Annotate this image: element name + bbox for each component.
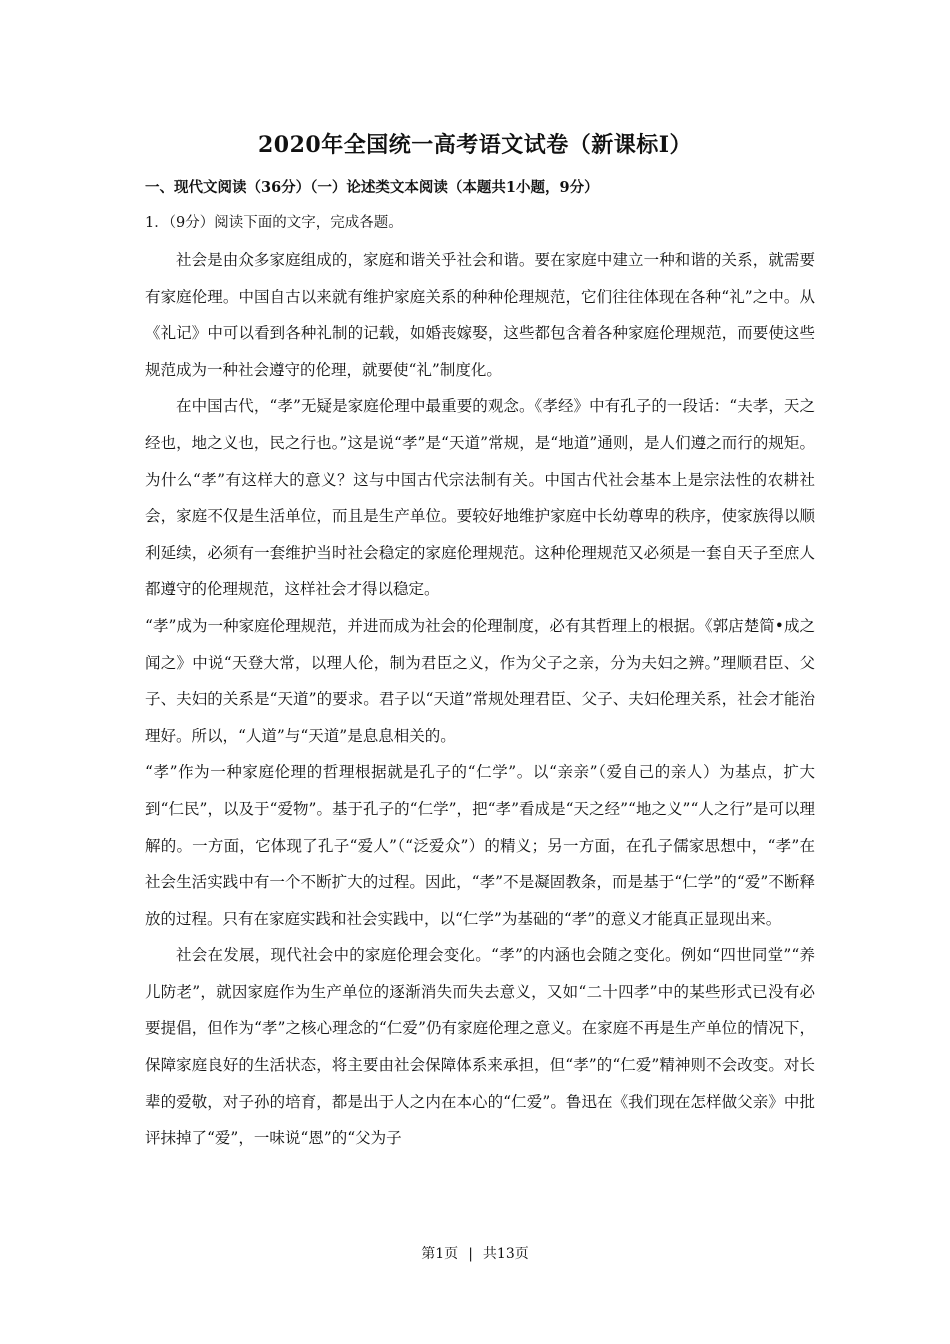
- paragraph: 社会在发展，现代社会中的家庭伦理会变化。“孝”的内涵也会随之变化。例如“四世同堂”“养儿防老”，就因家庭作为生产单位的逐渐消失而失去意义，又如“二十四孝”中的某些形式已没有必要提倡，但作为“孝”之核心理念的“仁爱”仍有家庭伦理之意义。在家庭不再是生产单位的情况下，保障家庭良好的生活状态，将主要由社会保障体系来承担，但“孝”的“仁爱”精神则不会改变。对长辈的爱敬，对子孙的培育，都是出于人之内在本心的“仁爱”。鲁迅在《我们现在怎样做父亲》中批评抹掉了“爱”，一味说“恩”的“父为子: [145, 946, 815, 1148]
- paragraph: 在中国古代，“孝”无疑是家庭伦理中最重要的观念。《孝经》中有孔子的一段话：“夫孝，天之经也，地之义也，民之行也。”这是说“孝”是“天道”常规，是“地道”通则，是人们遵之而行的规矩。为什么“孝”有这样大的意义？这与中国古代宗法制有关。中国古代社会基本上是宗法性的农耕社会，家庭不仅是生活单位，而且是生产单位。要较好地维护家庭中长幼尊卑的秩序，使家族得以顺利延续，必须有一套维护当时社会稳定的家庭伦理规范。这种伦理规范又必须是一套自天子至庶人都遵守的伦理规范，这样社会才得以稳定。: [145, 397, 815, 599]
- footer-separator: |: [468, 1246, 473, 1262]
- paragraph: “孝”成为一种家庭伦理规范，并进而成为社会的伦理制度，必有其哲理上的根据。《郭店楚简•成之闻之》中说“天登大常，以理人伦，制为君臣之义，作为父子之亲，分为夫妇之辨。”理顺君臣、父子、夫妇的关系是“天道”的要求。君子以“天道”常规处理君臣、父子、夫妇伦理关系，社会才能治理好。所以，“人道”与“天道”是息息相关的。: [145, 616, 815, 745]
- page-title: 2020年全国统一高考语文试卷（新课标Ⅰ）: [257, 132, 693, 158]
- question-intro: 1．（9分）阅读下面的文字，完成各题。: [145, 215, 403, 231]
- reading-passage: [145, 242, 815, 1157]
- paragraph: “孝”作为一种家庭伦理的哲理根据就是孔子的“仁学”。以“亲亲”（爱自己的亲人）为基点，扩大到“仁民”，以及于“爱物”。基于孔子的“仁学”，把“孝”看成是“天之经”“地之义”“人之行”是可以理解的。一方面，它体现了孔子“爱人”（“泛爱众”）的精义；另一方面，在孔子儒家思想中，“孝”在社会生活实践中有一个不断扩大的过程。因此，“孝”不是凝固教条，而是基于“仁学”的“爱”不断释放的过程。只有在家庭实践和社会实践中，以“仁学”为基础的“孝”的意义才能真正显现出来。: [145, 763, 815, 928]
- page-number: 第1页: [421, 1246, 459, 1262]
- section-heading: 一、现代文阅读（36分）（一）论述类文本阅读（本题共1小题，9分）: [145, 179, 599, 196]
- paragraph: 社会是由众多家庭组成的，家庭和谐关乎社会和谐。要在家庭中建立一种和谐的关系，就需要有家庭伦理。中国自古以来就有维护家庭关系的种种伦理规范，它们往往体现在各种“礼”之中。从《礼记》中可以看到各种礼制的记载，如婚丧嫁娶，这些都包含着各种家庭伦理规范，而要使这些规范成为一种社会遵守的伦理，就要使“礼”制度化。: [145, 251, 815, 379]
- page-footer: [0, 1243, 950, 1263]
- page-total: 共13页: [482, 1246, 529, 1262]
